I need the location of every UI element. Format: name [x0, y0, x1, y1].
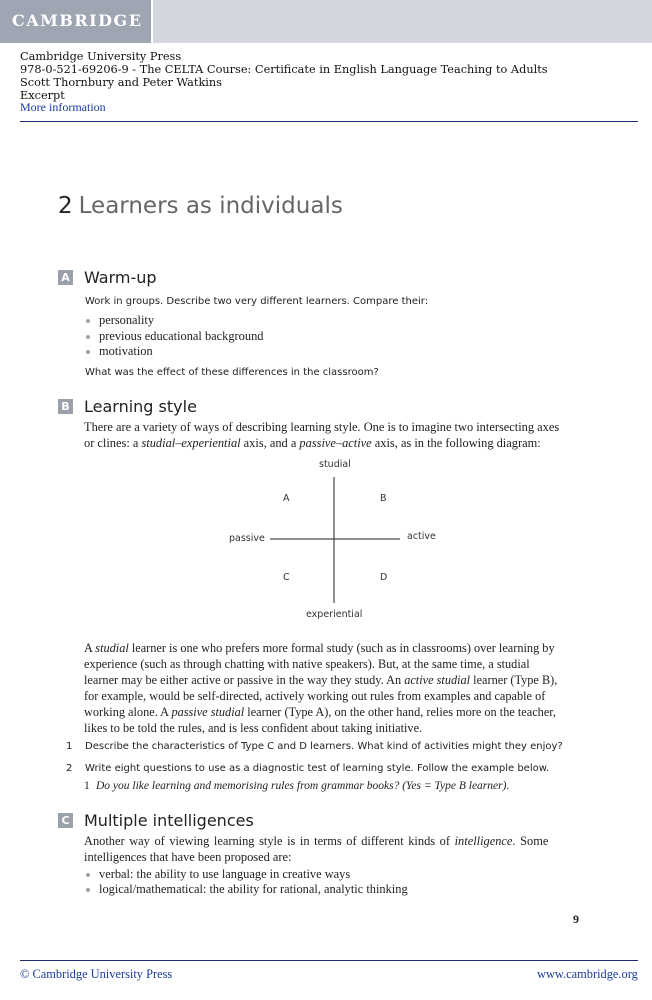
section-b-letter: B — [58, 399, 73, 414]
paragraph-line: working alone. A passive studial learner (Type A), on the other hand, relies more on the teacher, — [84, 705, 556, 719]
quadrant-b-label: B — [380, 493, 387, 504]
section-a-title: Warm-up — [84, 268, 157, 287]
section-c-title: Multiple intelligences — [84, 811, 254, 830]
intelligence-intro-2: intelligences that have been proposed are: — [84, 850, 292, 864]
publisher-line: Cambridge University Press — [20, 50, 182, 63]
paragraph-line: likes to be told the rules, and is less confident about taking initiative. — [84, 721, 423, 735]
excerpt-line: Excerpt — [20, 89, 65, 102]
learning-style-intro-2: or clines: a studial–experiential axis, and a passive–active axis, as in the following diagram: — [84, 436, 541, 450]
quadrant-c-label: C — [283, 572, 290, 583]
bullet-dot — [86, 350, 90, 354]
paragraph-line: A studial learner is one who prefers more formal study (such as in classrooms) over learning by — [84, 641, 555, 655]
section-b-heading — [58, 397, 197, 416]
isbn-title-line: 978-0-521-69206-9 - The CELTA Course: Certificate in English Language Teaching to Adults — [20, 63, 548, 76]
logo-text: CAMBRIDGE — [12, 11, 143, 30]
chapter-title — [58, 193, 343, 219]
example-question: 1 Do you like learning and memorising rules from grammar books? (Yes = Type B learner). — [84, 780, 510, 792]
authors-line: Scott Thornbury and Peter Watkins — [20, 76, 222, 89]
axis-label-passive: passive — [229, 533, 265, 544]
page-number: 9 — [573, 912, 579, 926]
warmup-instruction: Work in groups. Describe two very different learners. Compare their: — [85, 296, 429, 307]
bullet-item: motivation — [86, 344, 153, 359]
bullet-dot — [86, 319, 90, 323]
copyright-link[interactable]: © Cambridge University Press — [20, 967, 173, 981]
header-divider — [20, 121, 638, 122]
studial-paragraph — [84, 640, 581, 736]
section-b-title: Learning style — [84, 397, 197, 416]
learning-style-intro-1: There are a variety of ways of describing learning style. One is to imagine two intersecting axes — [84, 420, 560, 434]
footer-divider — [20, 960, 638, 961]
paragraph-line: experience (such as through chatting with native speakers). But, at the same time, a studial — [84, 657, 530, 671]
chapter-number: 2 — [58, 193, 73, 219]
paragraph-line: learner may be either active or passive in the way they study. An active studial learner (Type B), — [84, 673, 558, 687]
axis-label-active: active — [407, 531, 436, 542]
section-c-heading — [58, 811, 254, 830]
bullet-item: personality — [86, 313, 154, 328]
intelligence-intro-1: Another way of viewing learning style is in terms of different kinds of intelligence. Some — [84, 834, 549, 848]
task-2: 2 Write eight questions to use as a diagnostic test of learning style. Follow the example below. — [66, 763, 550, 774]
warmup-question: What was the effect of these differences in the classroom? — [85, 367, 379, 378]
bullet-item: verbal: the ability to use language in creative ways — [86, 867, 350, 882]
more-information-link[interactable]: More information — [20, 100, 106, 114]
quadrant-d-label: D — [380, 572, 388, 583]
bullet-item: logical/mathematical: the ability for rational, analytic thinking — [86, 882, 408, 897]
quadrant-a-label: A — [283, 493, 290, 504]
website-link[interactable]: www.cambridge.org — [537, 967, 638, 981]
axis-label-experiential: experiential — [306, 609, 363, 620]
bullet-dot — [86, 873, 90, 877]
bullet-dot — [86, 335, 90, 339]
bullet-item: previous educational background — [86, 329, 263, 344]
section-a-heading — [58, 268, 157, 287]
cambridge-logo[interactable] — [0, 0, 153, 43]
bullet-dot — [86, 888, 90, 892]
section-c-letter: C — [58, 813, 73, 828]
chapter-title-text: Learners as individuals — [78, 193, 343, 219]
task-1: 1 Describe the characteristics of Type C and D learners. What kind of activities might they enjoy? — [66, 741, 563, 752]
paragraph-line: for example, would be self-directed, actively working out rules from examples and capable of — [84, 689, 546, 703]
section-a-letter: A — [58, 270, 73, 285]
axis-label-studial: studial — [319, 459, 351, 470]
